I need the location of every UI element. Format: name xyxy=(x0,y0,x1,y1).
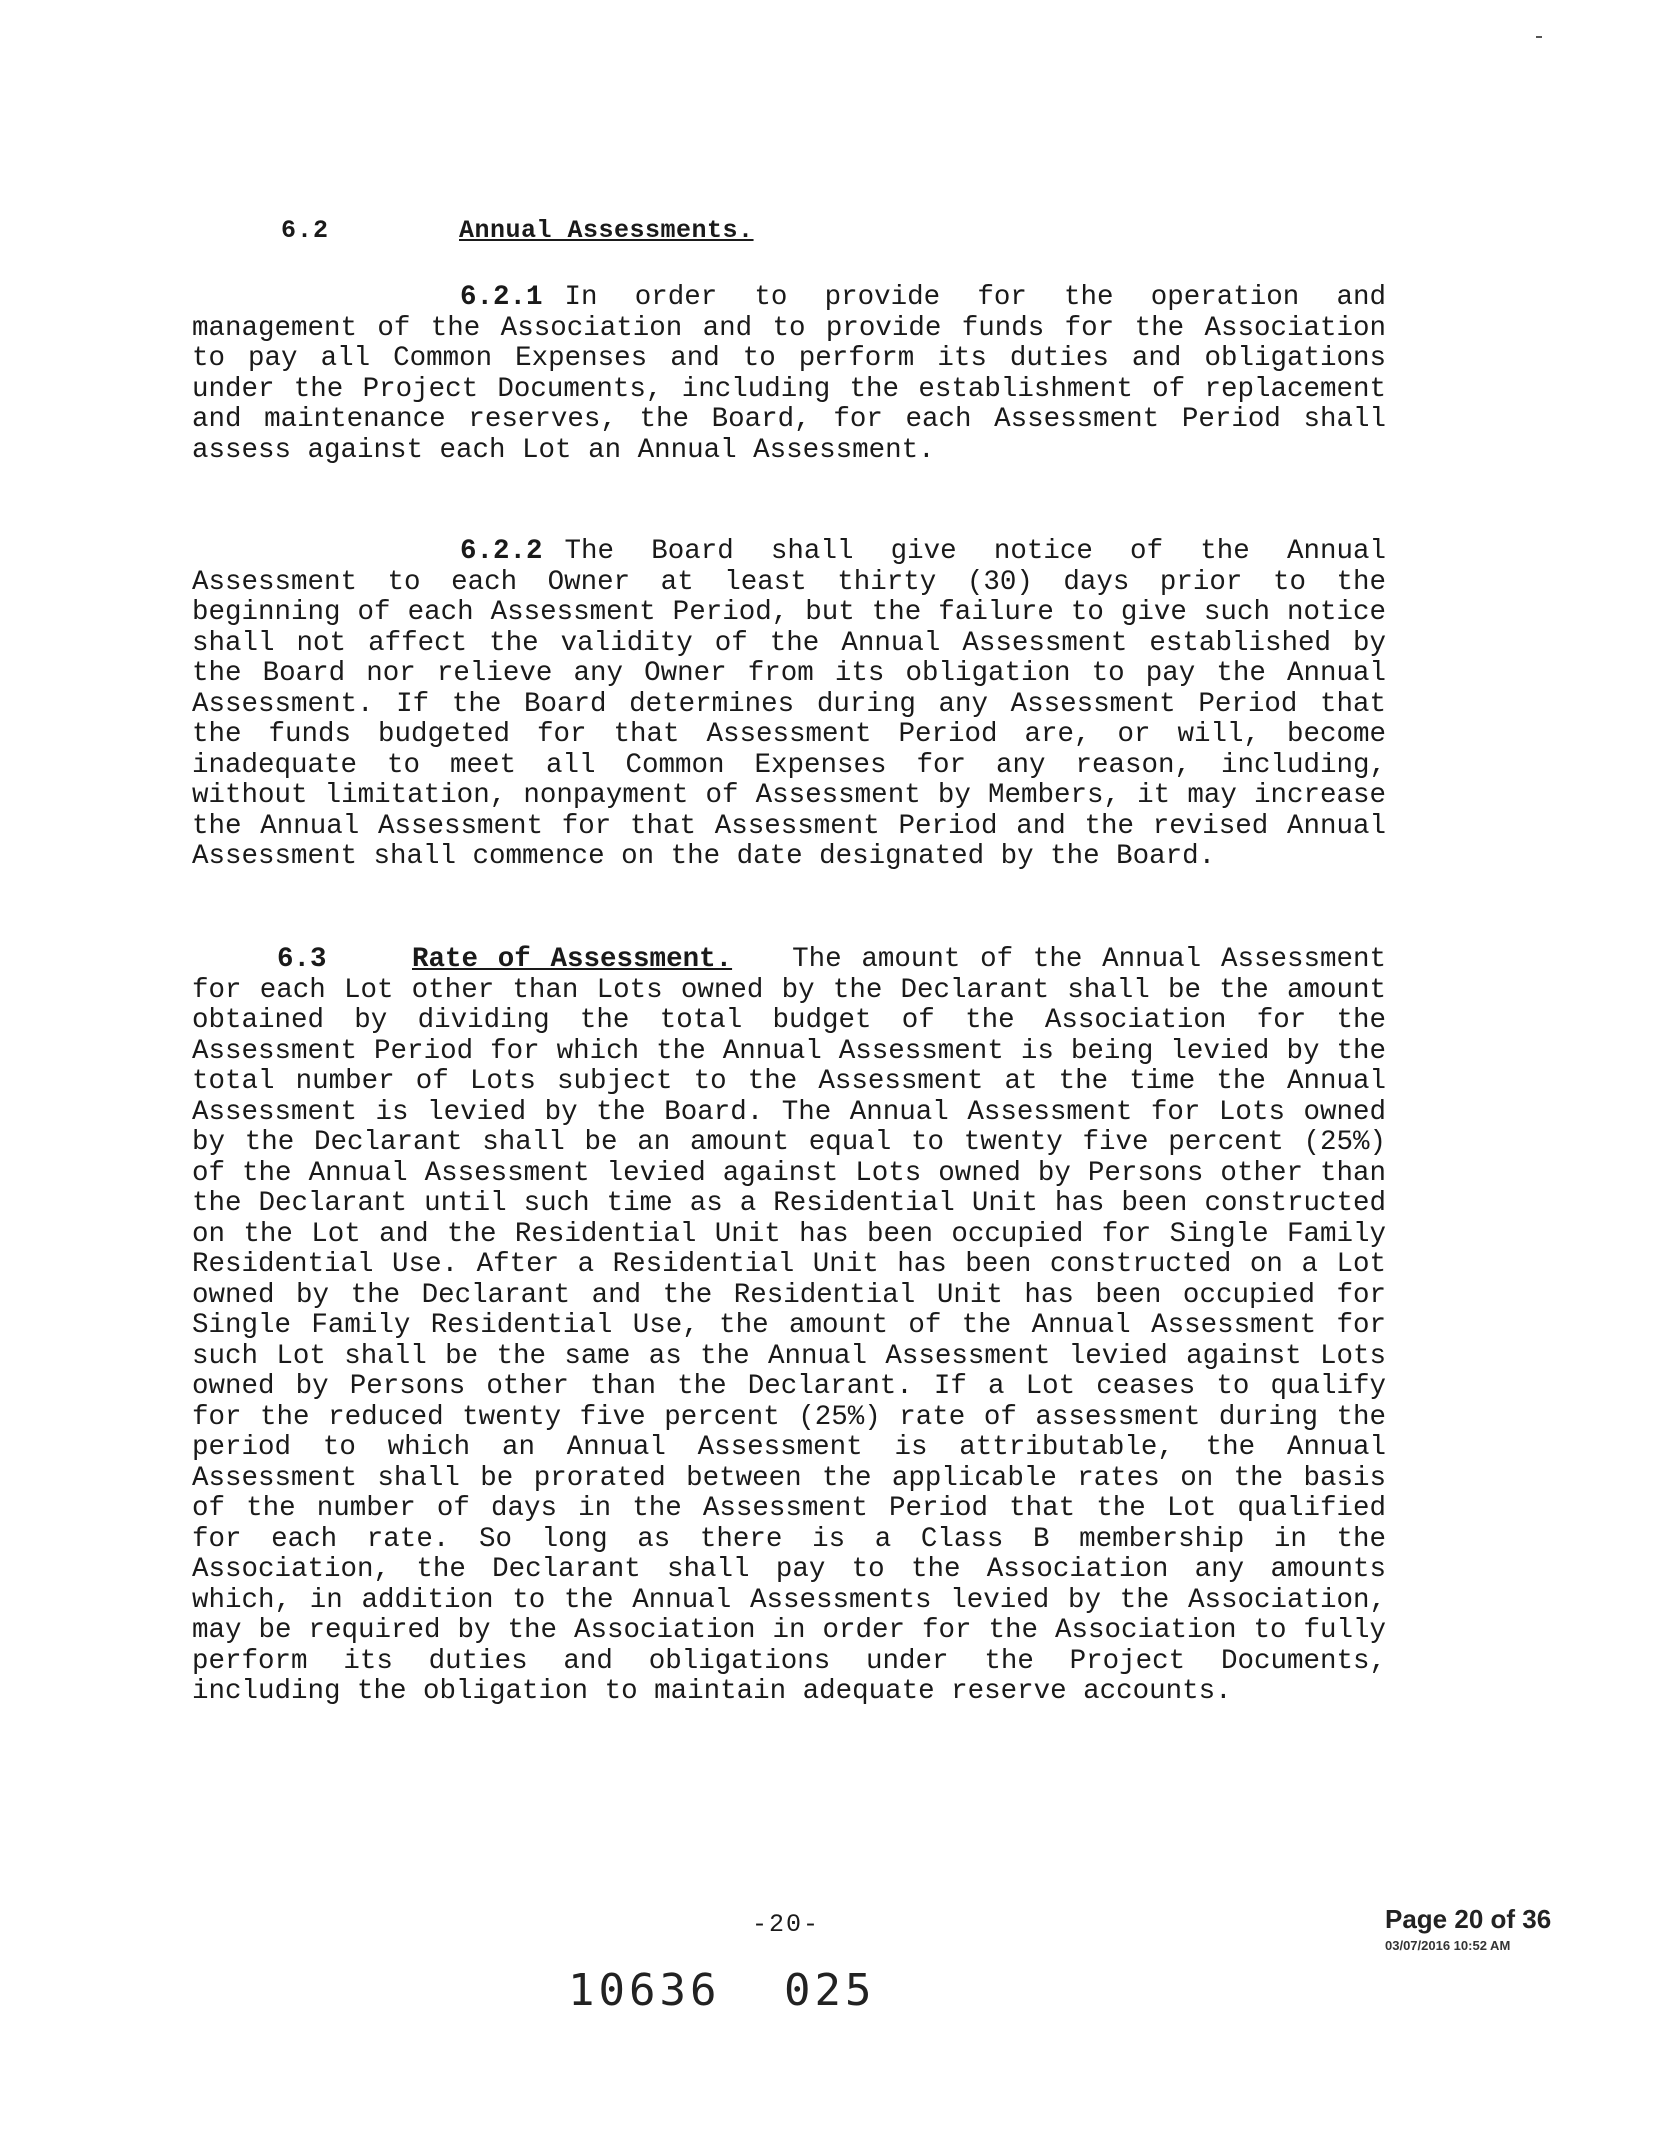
section-6-3-text: The amount of the Annual Assessment for each Lot other than Lots owned by the Declarant shall be the amount obtained by dividing the total budget of the Association for the Assessment Period for which the Annual Assessment is being levied by the total number of Lots subject to the Assessment at the time the Annual Assessment is levied by the Board. The Annual Assessment for Lots owned by the Declarant shall be an amount equal to twenty five percent (25%) of the Annual Assessment levied against Lots owned by Persons other than the Declarant until such time as a Residential Unit has been constructed on the Lot and the Residential Unit has been occupied for Single Family Residential Use. After a Residential Unit has been constructed on a Lot owned by the Declarant and the Residential Unit has been occupied for Single Family Residential Use, the amount of the Annual Assessment for such Lot shall be the same as the Annual Assessment levied against Lots owned by Persons other than the Declarant. If a Lot ceases to qualify for the reduced twenty five percent (25%) rate of assessment during the period to which an Annual Assessment is attributable, the Annual Assessment shall be prorated between the applicable rates on the basis of the number of days in the Assessment Period that the Lot qualified for each rate. So long as there is a Class B membership in the Association, the Declarant shall pay to the Association any amounts which, in addition to the Annual Assessments levied by the Association, may be required by the Association in order for the Association to fully perform its duties and obligations under the Project Documents, including the obligation to maintain adequate reserve accounts. xyxy=(192,944,1386,1707)
book-number: 10636 xyxy=(568,1965,721,2016)
recorder-timestamp: 03/07/2016 10:52 AM xyxy=(1385,1938,1511,1953)
book-page-number: 025 xyxy=(784,1965,876,2016)
recorder-page-count: Page 20 of 36 xyxy=(1385,1904,1552,1934)
subsection-6-2-1-text: In order to provide for the operation and management of the Association and to provide funds for the Association to pay all Common Expenses and to perform its duties and obligations under the Project Documents, including the establishment of replacement and maintenance reserves, the Board, for each Assessment Period shall assess against each Lot an Annual Assessment. xyxy=(192,282,1386,466)
section-6-2-number: 6.2 xyxy=(281,216,330,245)
section-6-2-heading: Annual Assessments. xyxy=(459,216,754,245)
paragraph-6-2-1 xyxy=(192,283,1386,466)
paragraph-6-2-2 xyxy=(192,537,1386,873)
scan-mark xyxy=(1536,36,1542,38)
page-number: -20- xyxy=(752,1910,821,1939)
section-6-3-number: 6.3 xyxy=(277,944,327,975)
section-6-3-heading: Rate of Assessment. xyxy=(412,944,733,975)
paragraph-6-3 xyxy=(192,945,1386,1708)
subsection-6-2-2-number: 6.2.2 xyxy=(460,536,543,567)
subsection-6-2-2-text: The Board shall give notice of the Annual Assessment to each Owner at least thirty (30) days prior to the beginning of each Assessment Period, but the failure to give such notice shall not affect the validity of the Annual Assessment established by the Board nor relieve any Owner from its obligation to pay the Annual Assessment. If the Board determines during any Assessment Period that the funds budgeted for that Assessment Period are, or will, become inadequate to meet all Common Expenses for any reason, including, without limitation, nonpayment of Assessment by Members, it may increase the Annual Assessment for that Assessment Period and the revised Annual Assessment shall commence on the date designated by the Board. xyxy=(192,536,1386,872)
subsection-6-2-1-number: 6.2.1 xyxy=(460,282,543,313)
